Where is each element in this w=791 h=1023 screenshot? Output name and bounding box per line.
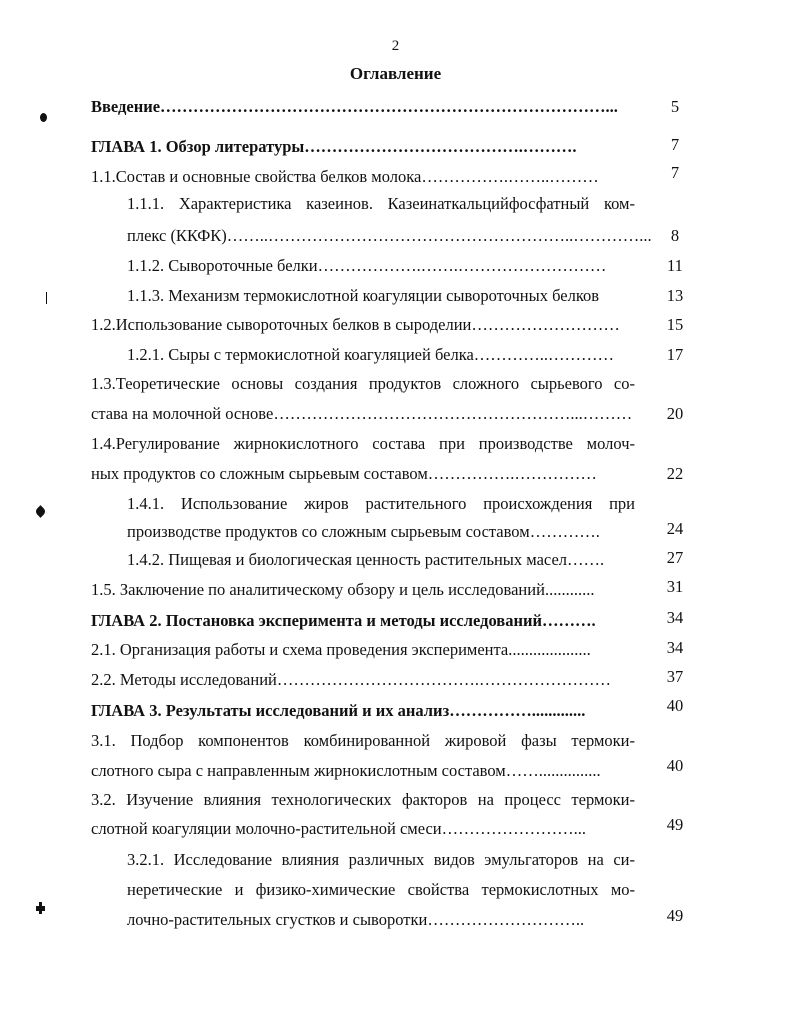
toc-line: ГЛАВА 3. Результаты исследований и их анализ……………............. — [91, 701, 586, 720]
toc-line: производстве продуктов со сложным сырьевым составом…………. — [127, 522, 600, 541]
toc-line: слотного сыра с направленным жирнокислотным составом……............... — [91, 761, 601, 780]
toc-line: 1.3.Теоретические основы создания продуктов сложного сырьевого со- — [91, 374, 635, 393]
toc-line: слотной коагуляции молочно-растительной смеси……………………... — [91, 819, 587, 838]
toc-line: ГЛАВА 1. Обзор литературы………………………………….………. — [91, 137, 577, 156]
toc-line: 1.2.1. Сыры с термокислотной коагуляцией белка…………..………… — [127, 345, 615, 364]
toc-line: 1.1.2. Сывороточные белки……………….…….……………………… — [127, 256, 607, 275]
toc-line: 1.2.Использование сывороточных белков в сыроделии……………………… — [91, 315, 620, 334]
toc-line: 3.2. Изучение влияния технологических факторов на процесс термоки- — [91, 790, 635, 809]
toc-page-number: 49 — [666, 906, 684, 925]
toc-page-number: 7 — [670, 135, 680, 154]
toc-page-number: 24 — [666, 519, 684, 538]
toc-page-number: 31 — [666, 577, 684, 596]
scan-mark-line — [46, 292, 47, 304]
toc-line: 2.2. Методы исследований……………………………….…………………… — [91, 670, 611, 689]
scan-mark-arrow — [34, 505, 47, 518]
toc-line: 1.1.Состав и основные свойства белков молока…………….……..……… — [91, 167, 599, 186]
toc-page-number: 40 — [666, 756, 684, 775]
toc-line: 1.1.1. Характеристика казеинов. Казеинаткальцийфосфатный ком- — [127, 194, 635, 213]
toc-line: лочно-растительных сгустков и сыворотки……………………….. — [127, 910, 585, 929]
toc-line: 2.1. Организация работы и схема проведения эксперимента.................... — [91, 640, 591, 659]
scan-mark-dot — [40, 113, 47, 122]
toc-page-number: 40 — [666, 696, 684, 715]
page-number: 2 — [391, 38, 400, 54]
toc-page-number: 7 — [670, 163, 680, 182]
toc-line: плекс (ККФК)……..………………………………………………..…………... — [127, 226, 652, 245]
toc-line: 1.4.Регулирование жирнокислотного состава при производстве молоч- — [91, 434, 635, 453]
toc-page-number: 22 — [666, 464, 684, 483]
page-title: Оглавление — [349, 64, 442, 83]
toc-line: 1.4.1. Использование жиров растительного происхождения при — [127, 494, 635, 513]
toc-line: 3.2.1. Исследование влияния различных видов эмульгаторов на си- — [127, 850, 635, 869]
scan-mark-cross — [39, 902, 42, 914]
toc-page-number: 37 — [666, 667, 684, 686]
toc-line: 3.1. Подбор компонентов комбинированной жировой фазы термоки- — [91, 731, 635, 750]
toc-page-number: 8 — [670, 226, 680, 245]
toc-page-number: 5 — [670, 97, 680, 116]
toc-page-number: 34 — [666, 608, 684, 627]
toc-line: ных продуктов со сложным сырьевым составом…………….…………… — [91, 464, 597, 483]
toc-page-number: 11 — [667, 256, 683, 275]
toc-page-number: 49 — [666, 815, 684, 834]
toc-line: 1.1.3. Механизм термокислотной коагуляции сывороточных белков — [127, 286, 600, 305]
toc-page-number: 15 — [666, 315, 684, 334]
toc-line: 1.4.2. Пищевая и биологическая ценность растительных масел……. — [127, 550, 605, 569]
toc-page-number: 17 — [666, 345, 684, 364]
toc-page-number: 20 — [666, 404, 684, 423]
toc-page-number: 34 — [666, 638, 684, 657]
toc-line: става на молочной основе………………………………………………...……… — [91, 404, 633, 423]
toc-line: 1.5. Заключение по аналитическому обзору и цель исследований............ — [91, 580, 595, 599]
toc-line: ГЛАВА 2. Постановка эксперимента и методы исследований………. — [91, 611, 596, 630]
toc-line: неретические и физико-химические свойства термокислотных мо- — [127, 880, 635, 899]
toc-line: Введение………………………………………………………………………... — [91, 97, 618, 116]
toc-page-number: 27 — [666, 548, 684, 567]
toc-page-number: 13 — [666, 286, 684, 305]
